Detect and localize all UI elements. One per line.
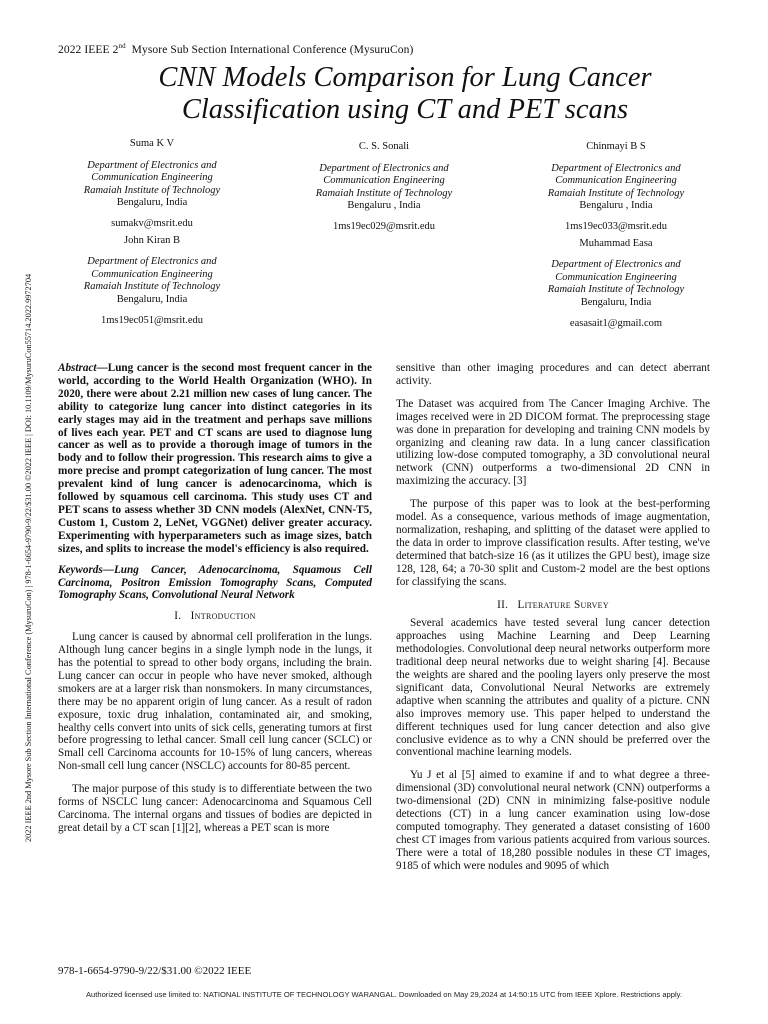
author-email[interactable]: 1ms19ec051@msrit.edu xyxy=(100,314,204,326)
author-city: Bengaluru, India xyxy=(580,296,652,308)
author-institution: Ramaiah Institute of Technology xyxy=(315,187,453,199)
author-city: Bengaluru, India xyxy=(116,293,188,305)
author-institution: Ramaiah Institute of Technology xyxy=(83,281,221,293)
author-name: John Kiran B xyxy=(124,234,180,246)
conference-header: 2022 IEEE 2nd Mysore Sub Section International Conference (MysuruCon) xyxy=(58,42,414,56)
right-column xyxy=(396,362,710,873)
author-department: Communication Engineering xyxy=(91,172,213,184)
author-department: Communication Engineering xyxy=(555,175,677,187)
abstract: Abstract—Lung cancer is the second most frequent cancer in the world, according to the World Health Organization (WHO). In 2020, there were about 2.21 million new cases of lung cancer. The ability to categorize lung cancer into distinct categories in its early stages may aid in the treatment and perhaps save millions of lives each year. PET and CT scans are used to diagnose lung cancer as well as to provide a thorough image of tumors in the body and to follow their progression. This research aims to give a more precise and prompt categorization of lung cancer. The most prevalent kind of lung cancer is adenocarcinoma, which is followed by squamous cell carcinoma. This study uses CT and PET scans to assess whether 3D CNN models (AlexNet, CNN-T5, Custom 1, Custom 2, LeNet, VGGNet) deliver greater accuracy. Experimenting with hyperparameters such as image sizes, batch sizes, and splits to increase the model's efficiency is also required. xyxy=(58,362,372,555)
paragraph: The purpose of this paper was to look at the best-performing model. As a consequence, various methods of image augmentation, normalization, reshaping, and splitting of the dataset were applied to the data in order to improve classification results. After testing, we've determined that batch-size 16 (as it utilizes the GPU best), image size 128, 128, 64; a 70-30 split and Custom-2 model are the best options for classifying the scans. xyxy=(396,498,710,588)
isbn-footer: 978-1-6654-9790-9/22/$31.00 ©2022 IEEE xyxy=(58,965,252,977)
author-city: Bengaluru , India xyxy=(347,200,421,212)
side-doi-text: 2022 IEEE 2nd Mysore Sub Section International Conference (MysuruCon) | 978-1-6654-9790-9/22/$31.00 ©2022 IEEE | DOI: 10.1109/MysuruCon55714.2022.9972704 xyxy=(24,273,33,842)
author-department: Department of Electronics and xyxy=(551,162,681,174)
author-block-2 xyxy=(290,141,478,234)
paragraph: The major purpose of this study is to differentiate between the two forms of NSCLC lung cancer: Adenocarcinoma and Squamous Cell Carcinoma. The internal organs and tissues of bodies are depicted in great detail by a CT scan [1][2], whereas a PET scan is more xyxy=(58,783,372,834)
author-department: Department of Electronics and xyxy=(551,259,681,271)
author-email[interactable]: easasait1@gmail.com xyxy=(569,317,663,329)
author-name: C. S. Sonali xyxy=(358,141,410,152)
author-email[interactable]: 1ms19ec033@msrit.edu xyxy=(564,220,668,232)
author-institution: Ramaiah Institute of Technology xyxy=(547,284,685,296)
paragraph: The Dataset was acquired from The Cancer Imaging Archive. The images received were in 2D DICOM format. The preprocessing stage was done in preparation for developing and training CNN models by organizing and cleaning raw data. In a lung cancer classification utilizing low-dose computed tomography, a 3D convolutional neural network (CNN) outperforms a two-dimensional 2D CNN in maximizing the accuracy. [3] xyxy=(396,397,710,488)
keywords: Keywords—Lung Cancer, Adenocarcinoma, Squamous Cell Carcinoma, Positron Emission Tomography Scans, Computed Tomography Scans, Convolutional Neural Network xyxy=(58,563,372,602)
title-line-1: CNN Models Comparison for Lung Cancer xyxy=(158,62,652,93)
author-institution: Ramaiah Institute of Technology xyxy=(547,187,685,199)
paper-title xyxy=(60,62,750,126)
author-city: Bengaluru, India xyxy=(116,197,188,209)
left-column xyxy=(58,362,372,835)
download-note: Authorized licensed use limited to: NATIONAL INSTITUTE OF TECHNOLOGY WARANGAL. Downloaded on May 29,2024 at 14:50:15 UTC from IEEE Xplore. Restrictions apply. xyxy=(85,990,683,999)
author-city: Bengaluru , India xyxy=(579,200,653,212)
author-name: Suma K V xyxy=(129,138,175,149)
author-department: Communication Engineering xyxy=(91,268,213,280)
paragraph: Lung cancer is caused by abnormal cell proliferation in the lungs. Although lung cancer begins in a single lymph node in the lungs, it has the potential to spread to other body organs, including the brain. Lung cancer can occur in people who have never smoked, although smokers are at a larger risk than nonsmokers. In many circumstances, there may be no apparent origin of lung cancer. As a result of radon exposure, toxic drug inhalation, contaminated air, and smoking, healthy cells convert into units of sick cells, generating tumors at first before progressing to lethal cancer. Small cell lung cancer (SCLC) or Small cell Carcinoma accounts for 10-15% of lung cancers, whereas Non-small cell lung cancer (NSCLC) accounts for 80-85 percent. xyxy=(58,631,372,773)
author-block-1 xyxy=(58,138,246,327)
author-email[interactable]: 1ms19ec029@msrit.edu xyxy=(332,220,436,232)
paragraph: Yu J et al [5] aimed to examine if and to what degree a three-dimensional (3D) convolutional neural network (CNN) outperforms a two-dimensional (2D) CNN in minimizing false-positive nodule detections (CT) in a lung cancer examination using low-dose computed tomography. They generated a dataset consisting of 1600 chest CT images from various patients acquired from various sources. There were a total of 18,280 possible nodules in these CT images, 9185 of which were nodules and 9095 of which xyxy=(396,769,710,872)
author-institution: Ramaiah Institute of Technology xyxy=(83,184,221,196)
author-department: Department of Electronics and xyxy=(319,162,449,174)
author-department: Communication Engineering xyxy=(323,175,445,187)
section-heading-literature-survey: II. Literature Survey xyxy=(497,598,609,611)
author-block-3 xyxy=(522,141,710,330)
author-department: Department of Electronics and xyxy=(87,256,217,268)
author-department: Communication Engineering xyxy=(555,271,677,283)
title-line-2: Classification using CT and PET scans xyxy=(181,94,629,125)
author-name: Muhammad Easa xyxy=(579,237,653,249)
author-department: Department of Electronics and xyxy=(87,159,217,171)
author-name: Chinmayi B S xyxy=(586,141,646,152)
section-heading-introduction: I. Introduction xyxy=(174,610,256,623)
paragraph: sensitive than other imaging procedures and can detect aberrant activity. xyxy=(396,362,710,387)
author-email[interactable]: sumakv@msrit.edu xyxy=(111,217,193,229)
paragraph: Several academics have tested several lung cancer detection approaches using Machine Learning and Deep Learning methodologies. Convolutional deep neural networks outperform more traditional deep neural networks due to weight sharing [4]. Because the weights are shared and the pooling layers only preserve the most significant data, Convolutional Neural Networks are extremely adaptive when scanning the attributes and quality of a picture. CNN also improves memory use. This paper helped to understand the different techniques used for lung cancer detection and also give conclusive evidence as to why a CNN should be preferred over the conventional machine learning models. xyxy=(396,617,710,759)
